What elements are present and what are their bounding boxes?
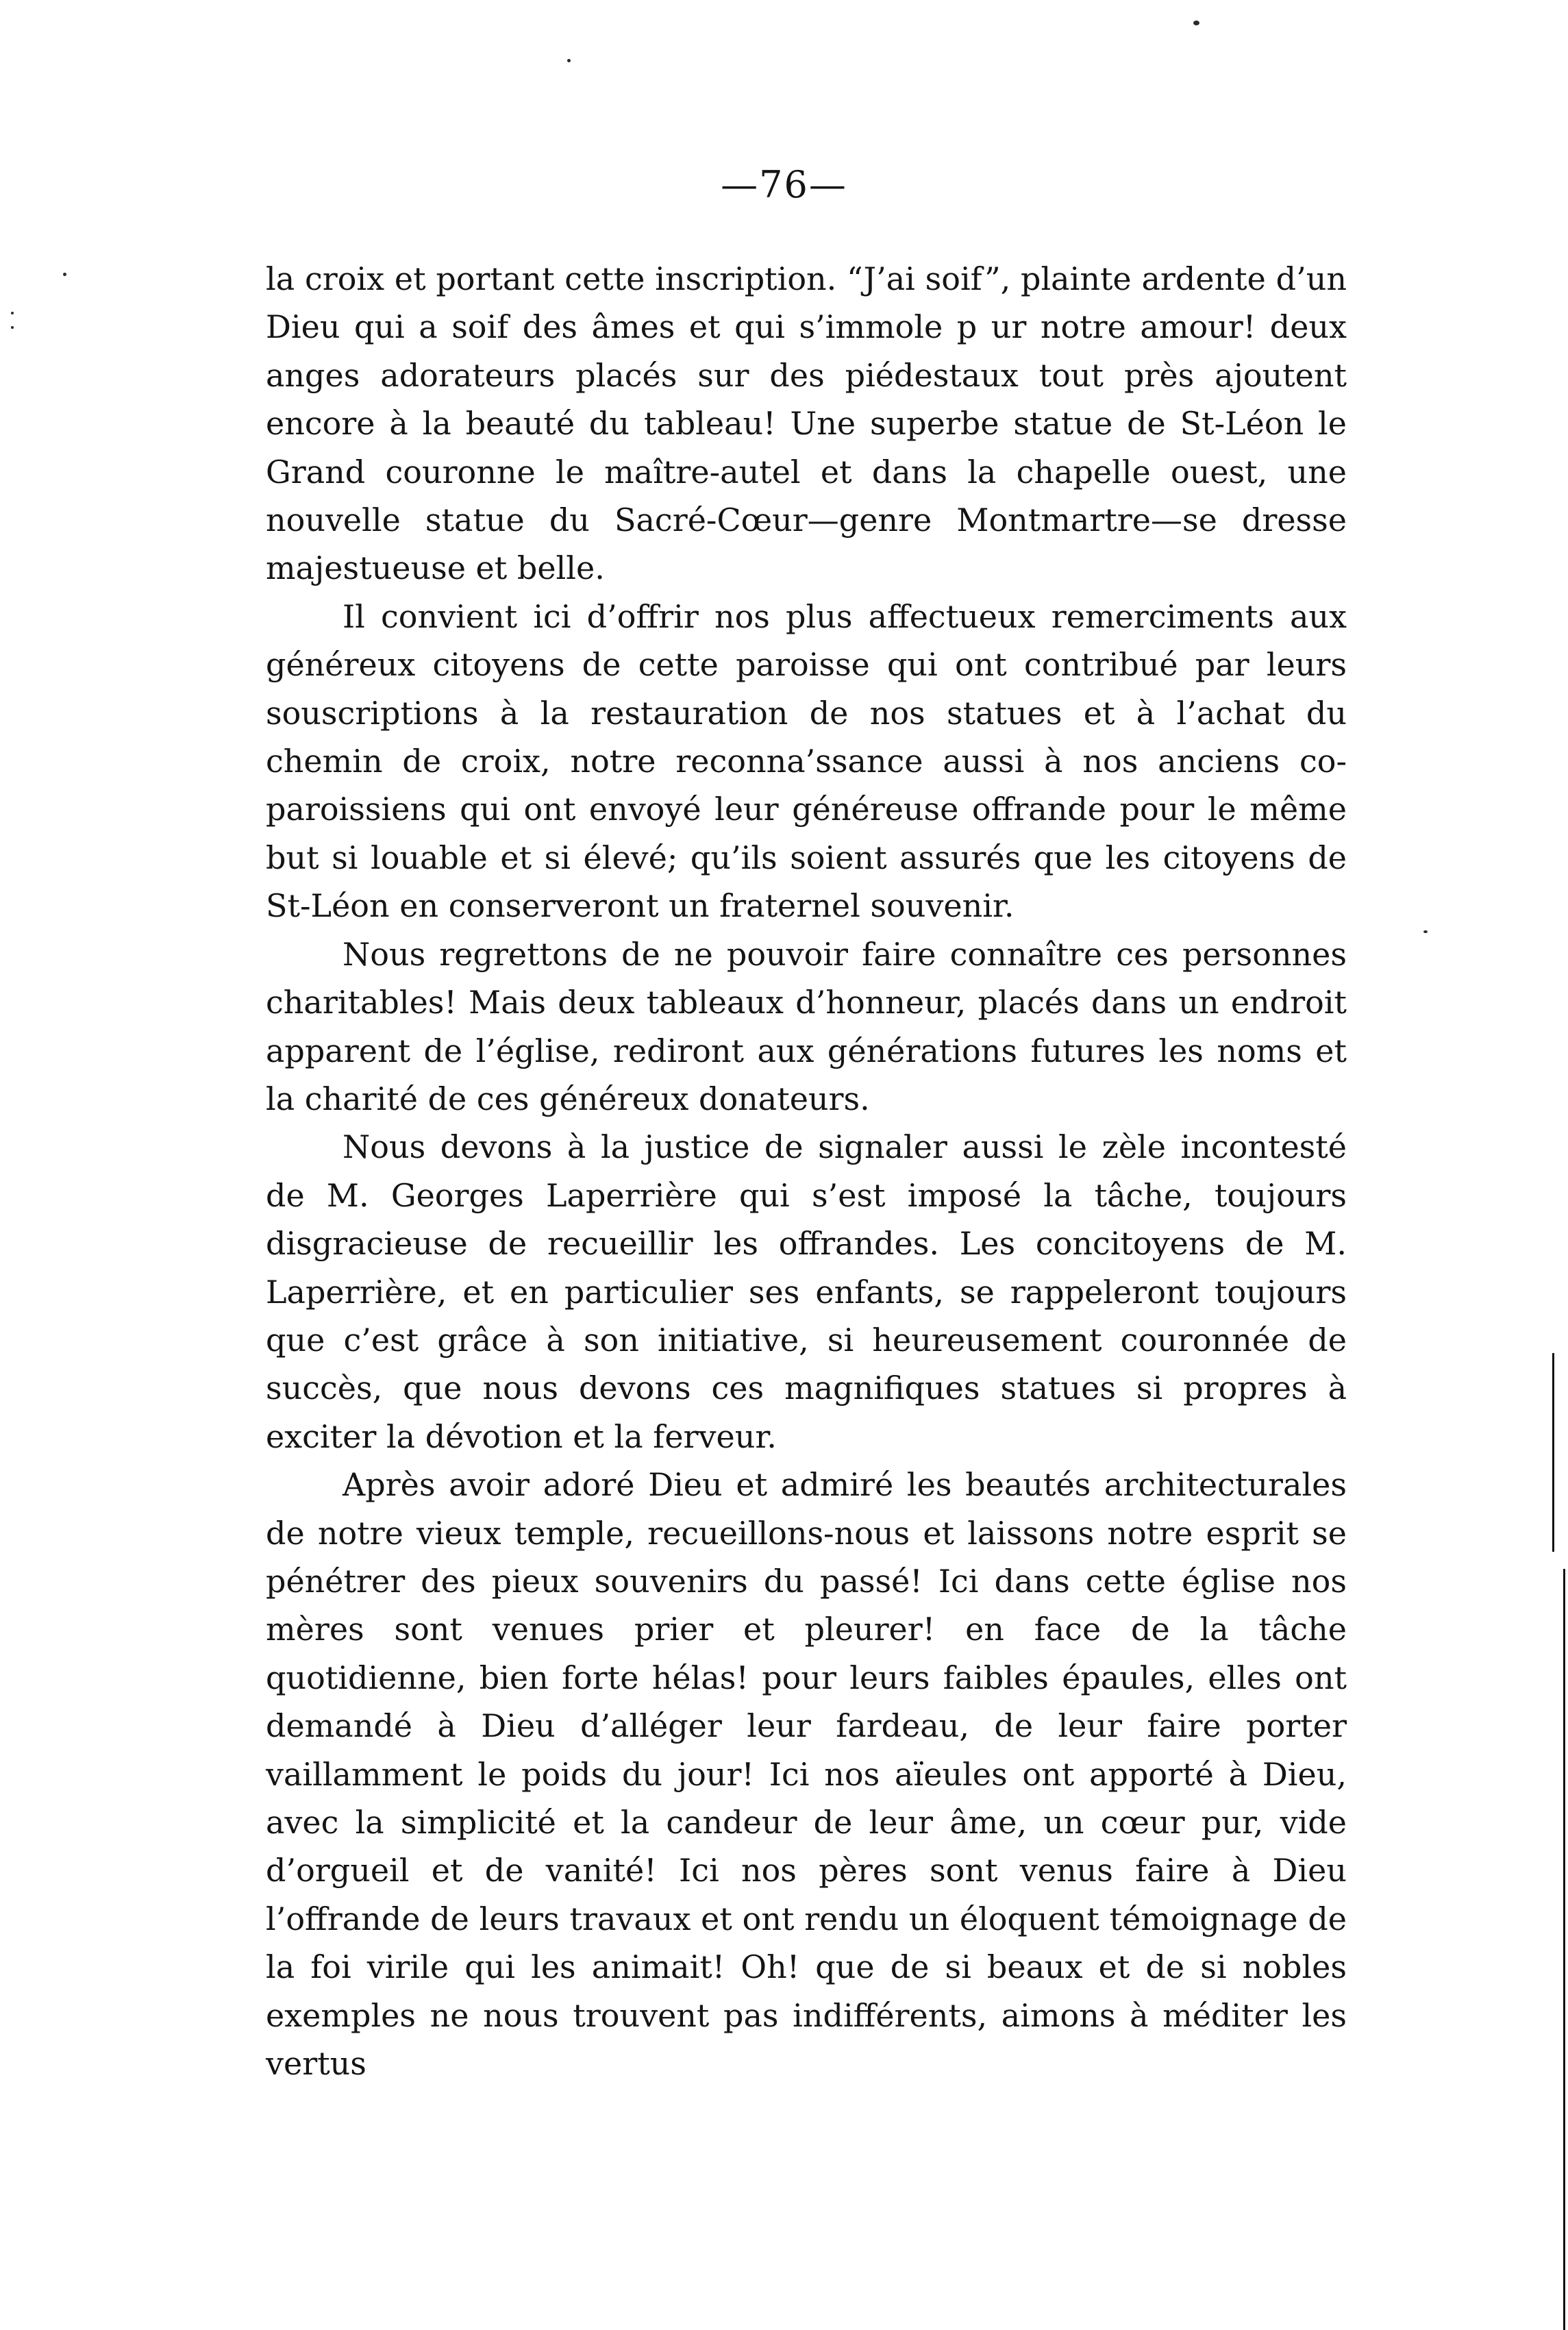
scan-speck — [567, 59, 571, 62]
paragraph-5: Après avoir adoré Dieu et admiré les beautés architecturales de notre vieux temple, recueillons-nous et laissons notre esprit se pénétrer des pieux souvenirs du passé! Ici dans cette église nos mères sont venues prier et pleurer! en face de la tâche quotidienne, bien forte hélas! pour leurs faibles épaules, elles ont demandé à Dieu d’alléger leur fardeau, de leur faire porter vaillamment le poids du jour! Ici nos aïeules ont apporté à Dieu, avec la simplicité et la candeur de leur âme, un cœur pur, vide d’orgueil et de vanité! Ici nos pères sont venus faire à Dieu l’offrande de leurs travaux et ont rendu un éloquent témoignage de la foi virile qui les animait! Oh! que de si beaux et de si nobles exemples ne nous trouvent pas indifférents, aimons à méditer les vertus — [266, 1466, 1347, 2083]
scan-edge-mark — [1552, 1353, 1554, 1552]
scan-speck — [63, 273, 66, 276]
body-text — [266, 255, 1347, 2087]
paragraph-4: Nous devons à la justice de signaler aussi le zèle incontesté de M. Georges Laperrière qui s’est imposé la tâche, toujours disgracieuse de recueillir les offrandes. Les concitoyens de M. Laperrière, et en particulier ses enfants, se rappeleront toujours que c’est grâce à son initiative, si heureusement couronnée de succès, que nous devons ces magnifiques statues si propres à exciter la dévotion et la ferveur. — [266, 1128, 1347, 1455]
paragraph-3: Nous regrettons de ne pouvoir faire connaître ces personnes charitables! Mais deux tableaux d’honneur, placés dans un endroit apparent de l’église, rediront aux générations futures les noms et la charité de ces généreux donateurs. — [266, 935, 1347, 1117]
paragraph-2: Il convient ici d’offrir nos plus affectueux remerciments aux généreux citoyens de cette paroisse qui ont contribué par leurs souscriptions à la restauration de nos statues et à l’achat du chemin de croix, notre reconna’ssance aussi à nos anciens co-paroissiens qui ont envoyé leur généreuse offrande pour le même but si louable et si élevé; qu’ils soient assurés que les citoyens de St-Léon en conserveront un fraternel souvenir. — [266, 597, 1347, 925]
scan-speck — [1193, 21, 1199, 25]
scan-speck — [11, 326, 14, 329]
scan-edge-mark — [1563, 1569, 1565, 2330]
page-number: —76— — [721, 163, 847, 206]
scan-speck — [11, 312, 14, 314]
paragraph-1: la croix et portant cette inscription. “J’ai soif”, plainte ardente d’un Dieu qui a soif des âmes et qui s’immole p ur notre amour! deux anges adorateurs placés sur des piédestaux tout près ajoutent encore à la beauté du tableau! Une superbe statue de St-Léon le Grand couronne le maître-autel et dans la chapelle ouest, une nouvelle statue du Sacré-Cœur—genre Montmartre—se dresse majestueuse et belle. — [266, 260, 1347, 587]
scan-speck — [1423, 930, 1428, 933]
